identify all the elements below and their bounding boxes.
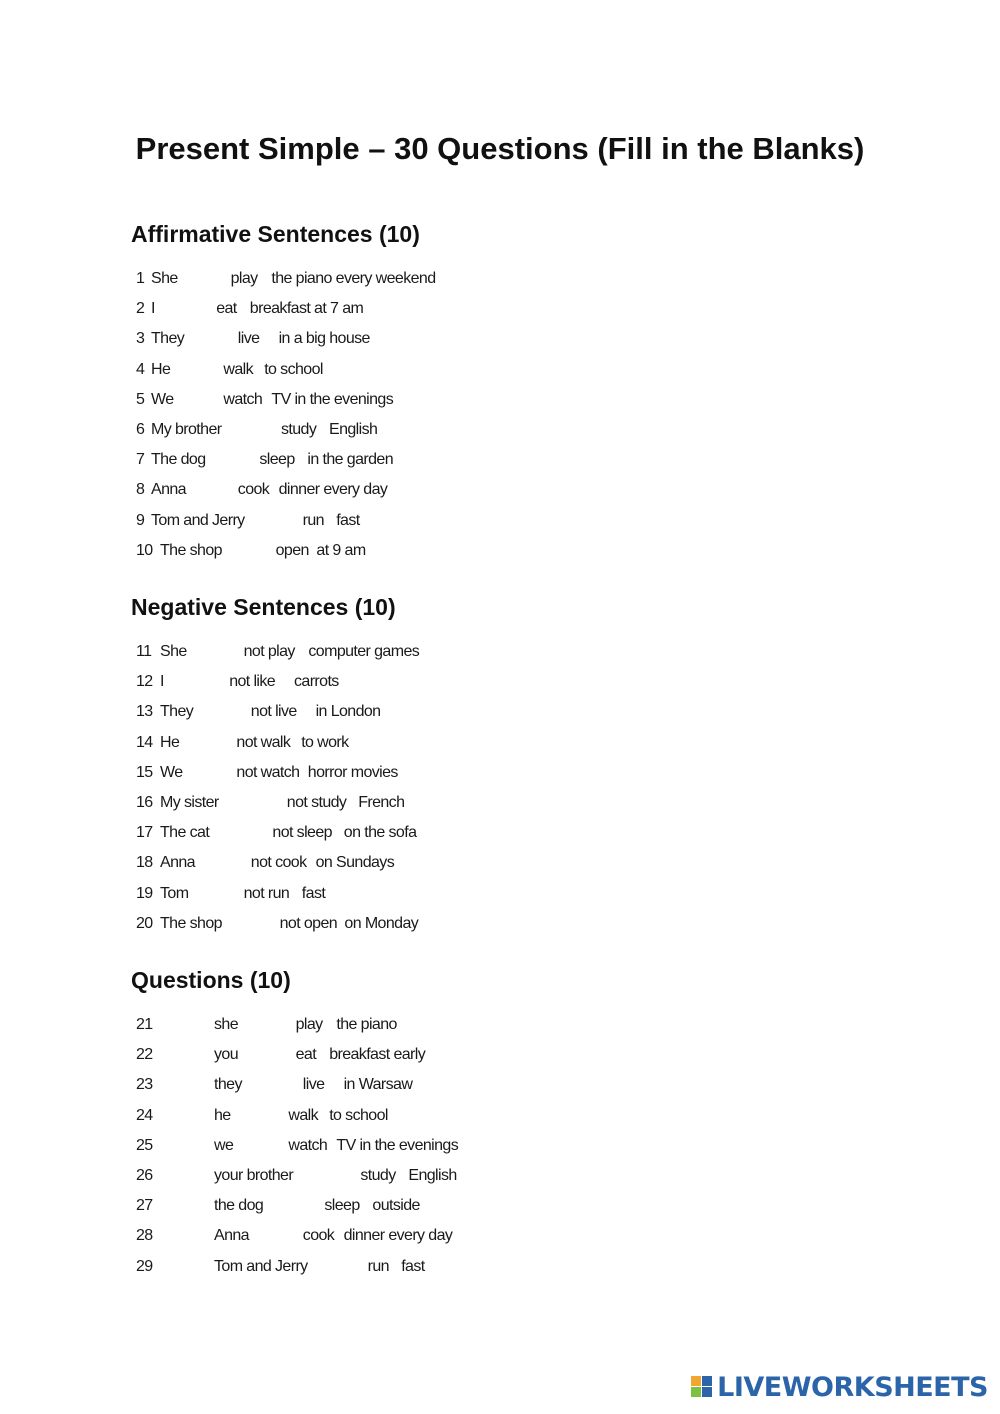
sentence-line bbox=[0, 391, 900, 413]
sentence-line bbox=[0, 542, 900, 564]
sentence-rest: breakfast early bbox=[329, 1046, 426, 1064]
sentence-verb: run bbox=[302, 511, 324, 529]
sentence-verb: not study bbox=[286, 794, 347, 811]
sentence-num: 5 bbox=[136, 390, 145, 408]
sentence-verb: not watch bbox=[236, 763, 300, 781]
sentence-rest: fast bbox=[401, 1257, 425, 1275]
sentence-num: 14 bbox=[136, 733, 153, 751]
sentence-line bbox=[0, 421, 900, 443]
sentence-subject: The shop bbox=[160, 914, 222, 932]
sentence-verb: study bbox=[281, 421, 317, 438]
sentence-num: 4 bbox=[136, 360, 145, 378]
sentence-subject: your brother bbox=[214, 1167, 294, 1184]
sentence-num: 21 bbox=[136, 1016, 153, 1033]
sentence-subject: Anna bbox=[214, 1227, 249, 1245]
sentence-verb: play bbox=[295, 1016, 323, 1033]
sentence-verb: open bbox=[275, 541, 309, 559]
sentence-num: 6 bbox=[136, 421, 145, 438]
sentence-line bbox=[0, 1137, 900, 1159]
sentence-verb: study bbox=[360, 1167, 396, 1184]
logo-text: LIVEWORKSHEETS bbox=[717, 1371, 988, 1403]
sentence-rest: dinner every day bbox=[343, 1227, 453, 1245]
sentence-line bbox=[0, 1167, 900, 1189]
sentence-line bbox=[0, 481, 900, 503]
sentence-rest: to school bbox=[264, 360, 323, 378]
sentence-rest: breakfast at 7 am bbox=[249, 300, 364, 318]
sentence-num: 11 bbox=[136, 643, 152, 660]
sentence-num: 17 bbox=[136, 824, 153, 842]
sentence-rest: TV in the evenings bbox=[336, 1136, 459, 1154]
sentence-num: 12 bbox=[136, 673, 153, 691]
sentence-num: 8 bbox=[136, 481, 145, 499]
sentence-rest: to work bbox=[301, 733, 349, 751]
sentence-num: 29 bbox=[136, 1257, 153, 1275]
sentence-verb: watch bbox=[223, 390, 263, 408]
sentence-verb: eat bbox=[216, 300, 237, 318]
sentence-subject: Anna bbox=[160, 854, 195, 872]
sentence-line bbox=[0, 1227, 900, 1249]
sentence-line bbox=[0, 270, 900, 292]
logo-grid-icon bbox=[691, 1376, 713, 1398]
sentence-verb: not like bbox=[229, 673, 276, 691]
sentence-line bbox=[0, 1258, 900, 1280]
sentence-subject: he bbox=[214, 1106, 231, 1124]
sentence-subject: Tom and Jerry bbox=[214, 1257, 308, 1275]
sentence-rest: on Monday bbox=[344, 914, 419, 932]
questions-heading: Questions (10) bbox=[131, 967, 291, 993]
sentence-num: 23 bbox=[136, 1076, 153, 1094]
sentence-line bbox=[0, 451, 900, 473]
sentence-subject: Tom bbox=[160, 884, 189, 902]
sentence-rest: computer games bbox=[308, 643, 420, 660]
sentence-line bbox=[0, 361, 900, 383]
sentence-verb: cook bbox=[237, 481, 270, 499]
sentence-line bbox=[0, 673, 900, 695]
sentence-verb: watch bbox=[288, 1136, 328, 1154]
sentence-verb: run bbox=[367, 1257, 389, 1275]
sentence-rest: English bbox=[329, 421, 378, 438]
sentence-rest: in a big house bbox=[278, 330, 370, 348]
sentence-line bbox=[0, 915, 900, 937]
sentence-line bbox=[0, 1046, 900, 1068]
sentence-num: 16 bbox=[136, 794, 153, 811]
sentence-num: 26 bbox=[136, 1167, 153, 1184]
sentence-num: 22 bbox=[136, 1046, 153, 1064]
liveworksheets-logo bbox=[691, 1372, 988, 1402]
sentence-subject: They bbox=[160, 703, 194, 721]
sentence-rest: on Sundays bbox=[315, 854, 395, 872]
sentence-subject: He bbox=[151, 360, 171, 378]
sentence-rest: the piano every weekend bbox=[271, 270, 436, 287]
sentence-num: 10 bbox=[136, 541, 153, 559]
sentence-verb: cook bbox=[302, 1227, 335, 1245]
sentence-rest: fast bbox=[301, 884, 326, 902]
sentence-verb: walk bbox=[223, 360, 253, 378]
sentence-rest: fast bbox=[336, 511, 360, 529]
sentence-verb: play bbox=[230, 270, 258, 287]
sentence-rest: to school bbox=[329, 1106, 388, 1124]
sentence-subject: Tom and Jerry bbox=[151, 511, 245, 529]
sentence-verb: live bbox=[302, 1076, 325, 1094]
sentence-rest: in London bbox=[315, 703, 381, 721]
sentence-rest: in Warsaw bbox=[343, 1076, 413, 1094]
affirmative-heading: Affirmative Sentences (10) bbox=[131, 221, 420, 247]
sentence-subject: I bbox=[151, 300, 155, 318]
sentence-subject: We bbox=[151, 390, 174, 408]
sentence-verb: walk bbox=[288, 1106, 318, 1124]
sentence-subject: They bbox=[151, 330, 185, 348]
sentence-subject: My brother bbox=[151, 421, 222, 438]
sentence-verb: not walk bbox=[236, 733, 291, 751]
sentence-subject: she bbox=[214, 1016, 238, 1033]
sentence-num: 2 bbox=[136, 300, 145, 318]
sentence-subject: The dog bbox=[151, 451, 206, 469]
sentence-verb: not cook bbox=[250, 854, 307, 872]
sentence-num: 24 bbox=[136, 1106, 153, 1124]
sentence-line bbox=[0, 854, 900, 876]
sentence-line bbox=[0, 824, 900, 846]
sentence-subject: My sister bbox=[160, 794, 219, 811]
sentence-line bbox=[0, 1016, 900, 1038]
sentence-verb: eat bbox=[295, 1046, 317, 1064]
sentence-verb: sleep bbox=[259, 451, 295, 469]
sentence-num: 9 bbox=[136, 511, 145, 529]
sentence-line bbox=[0, 330, 900, 352]
sentence-line bbox=[0, 1107, 900, 1129]
sentence-subject: you bbox=[214, 1046, 238, 1064]
sentence-line bbox=[0, 885, 900, 907]
sentence-rest: TV in the evenings bbox=[271, 390, 394, 408]
sentence-rest: English bbox=[408, 1167, 457, 1184]
sentence-num: 28 bbox=[136, 1227, 153, 1245]
sentence-num: 20 bbox=[136, 914, 153, 932]
sentence-line bbox=[0, 512, 900, 534]
sentence-line bbox=[0, 703, 900, 725]
sentence-rest: in the garden bbox=[307, 451, 393, 469]
sentence-rest: at 9 am bbox=[316, 541, 366, 559]
sentence-subject: She bbox=[160, 643, 187, 660]
sentence-verb: not sleep bbox=[272, 824, 332, 842]
sentence-num: 25 bbox=[136, 1136, 153, 1154]
sentence-subject: She bbox=[151, 270, 178, 287]
sentence-rest: horror movies bbox=[307, 763, 398, 781]
sentence-subject: Anna bbox=[151, 481, 186, 499]
sentence-subject: He bbox=[160, 733, 180, 751]
sentence-rest: carrots bbox=[294, 673, 339, 691]
sentence-num: 7 bbox=[136, 451, 145, 469]
sentence-rest: on the sofa bbox=[343, 824, 417, 842]
page-title: Present Simple – 30 Questions (Fill in the Blanks) bbox=[135, 131, 865, 166]
sentence-num: 27 bbox=[136, 1197, 153, 1215]
sentence-num: 19 bbox=[136, 884, 153, 902]
sentence-subject: we bbox=[214, 1136, 234, 1154]
sentence-verb: sleep bbox=[324, 1197, 360, 1215]
sentence-num: 18 bbox=[136, 854, 153, 872]
sentence-subject: I bbox=[160, 673, 164, 691]
sentence-rest: outside bbox=[372, 1197, 420, 1215]
sentence-verb: not play bbox=[243, 643, 295, 660]
sentence-line bbox=[0, 300, 900, 322]
sentence-verb: not run bbox=[243, 884, 290, 902]
sentence-num: 15 bbox=[136, 763, 153, 781]
sentence-subject: The cat bbox=[160, 824, 210, 842]
sentence-line bbox=[0, 1197, 900, 1219]
sentence-num: 3 bbox=[136, 330, 145, 348]
sentence-verb: not open bbox=[279, 914, 338, 932]
sentence-subject: The shop bbox=[160, 541, 222, 559]
sentence-verb: live bbox=[237, 330, 260, 348]
sentence-line bbox=[0, 794, 900, 816]
sentence-verb: not live bbox=[250, 703, 297, 721]
sentence-line bbox=[0, 734, 900, 756]
sentence-subject: the dog bbox=[214, 1197, 264, 1215]
sentence-line bbox=[0, 764, 900, 786]
sentence-line bbox=[0, 1076, 900, 1098]
sentence-num: 13 bbox=[136, 703, 153, 721]
sentence-rest: dinner every day bbox=[278, 481, 388, 499]
sentence-line bbox=[0, 643, 900, 665]
sentence-rest: the piano bbox=[336, 1016, 397, 1033]
sentence-rest: French bbox=[358, 794, 405, 811]
negative-heading: Negative Sentences (10) bbox=[131, 594, 396, 620]
sentence-subject: they bbox=[214, 1076, 242, 1094]
sentence-num: 1 bbox=[136, 270, 145, 287]
sentence-subject: We bbox=[160, 763, 183, 781]
